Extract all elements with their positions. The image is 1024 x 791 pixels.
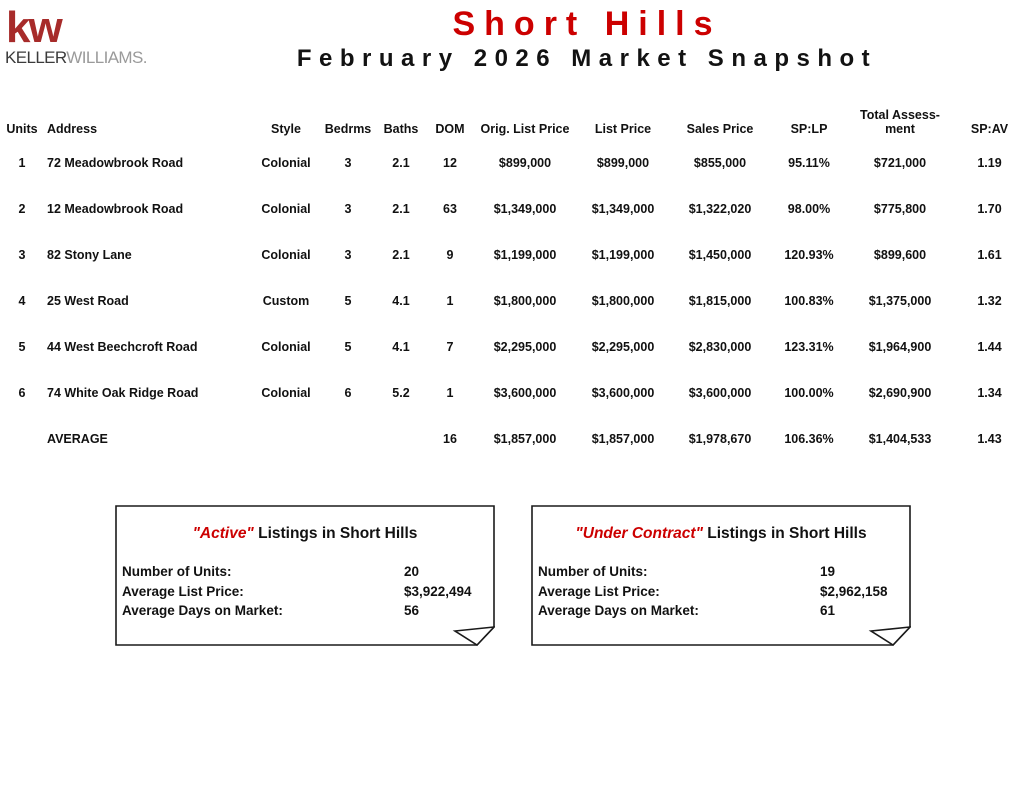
cell-orig-list-price: $3,600,000 [493,386,557,400]
cell-dom: 12 [443,156,457,170]
cell-dom: 7 [446,340,454,354]
cell-address: 44 West Beechcroft Road [47,340,198,354]
cell-style: Colonial [261,202,311,216]
summary-value: 56 [404,603,420,618]
list-item [538,562,904,582]
column-header-bedrms: Bedrms [324,122,372,136]
cell-total-assessment: $775,800 [873,202,927,216]
table-row [0,278,1024,324]
summary-label: Number of Units: [122,564,232,579]
summary-box-under-contract [531,505,911,646]
cell-baths: 2.1 [392,248,410,262]
cell-sp-lp: 106.36% [784,432,834,446]
column-header-dom: DOM [435,122,465,136]
cell-sp-lp: 100.00% [784,386,834,400]
cell-total-assessment: $1,404,533 [868,432,932,446]
column-header-total-assessment [848,92,952,140]
summary-value: $3,922,494 [404,583,472,599]
cell-units: 4 [18,294,26,308]
cell-bedrms [320,416,376,462]
cell-sales-price: $1,450,000 [688,248,752,262]
summary-box-under-contract-title-rest: Listings in Short Hills [702,525,867,542]
summary-box-active-status: "Active" [192,525,254,542]
list-item [122,562,488,582]
cell-orig-list-price: $2,295,000 [493,340,557,354]
cell-units: 6 [18,386,26,400]
cell-total-assessment: $721,000 [873,156,927,170]
cell-sp-av: 1.43 [977,432,1002,446]
table-row [0,140,1024,186]
summary-box-active [115,505,495,646]
cell-bedrms: 3 [344,202,352,216]
cell-list-price: $899,000 [596,156,650,170]
summary-box-active-content [115,505,495,646]
cell-list-price: $1,349,000 [591,202,655,216]
cell-address: 74 White Oak Ridge Road [47,386,199,400]
summary-box-under-contract-title [531,505,911,543]
cell-style: Colonial [261,248,311,262]
column-header-sp-av: SP:AV [970,122,1009,136]
cell-address: 12 Meadowbrook Road [47,202,184,216]
cell-sp-lp: 98.00% [787,202,831,216]
cell-style: Custom [262,294,310,308]
cell-list-price: $2,295,000 [591,340,655,354]
column-header-sales-price: Sales Price [686,122,754,136]
cell-baths: 2.1 [392,156,410,170]
cell-units [0,416,44,462]
summary-box-active-title-rest: Listings in Short Hills [253,525,418,542]
cell-orig-list-price: $1,349,000 [493,202,557,216]
cell-units: 5 [18,340,26,354]
cell-dom: 63 [443,202,457,216]
column-header-orig-list-price: Orig. List Price [480,122,570,136]
cell-sp-lp: 120.93% [784,248,834,262]
cell-baths [376,416,426,462]
cell-list-price: $3,600,000 [591,386,655,400]
column-header-address: Address [47,122,98,136]
cell-sp-av: 1.61 [977,248,1002,262]
cell-baths: 4.1 [392,340,410,354]
cell-address: 82 Stony Lane [47,248,132,262]
cell-orig-list-price: $1,199,000 [493,248,557,262]
cell-address: 25 West Road [47,294,129,308]
cell-style [252,416,320,462]
table-row [0,232,1024,278]
cell-address: 72 Meadowbrook Road [47,156,184,170]
cell-orig-list-price: $1,800,000 [493,294,557,308]
keller-williams-logo [4,3,147,68]
summary-label: Number of Units: [538,564,648,579]
summary-box-under-contract-status: "Under Contract" [575,525,703,542]
column-header-baths: Baths [383,122,419,136]
page-header [0,0,1024,78]
cell-list-price: $1,800,000 [591,294,655,308]
cell-sp-av: 1.19 [977,156,1002,170]
table-row-average [0,416,1024,462]
cell-list-price: $1,857,000 [591,432,655,446]
summary-value: 20 [404,564,420,579]
summary-box-under-contract-rows [538,562,904,621]
table-body [0,140,1024,462]
summary-label: Average List Price: [122,583,244,599]
cell-bedrms: 3 [344,248,352,262]
list-item [538,601,904,621]
summary-box-active-rows [122,562,488,621]
column-header-total-assessment-line1: Total Assess- [860,108,940,122]
cell-total-assessment: $1,375,000 [868,294,932,308]
cell-sp-av: 1.32 [977,294,1002,308]
cell-units: 3 [18,248,26,262]
cell-sales-price: $2,830,000 [688,340,752,354]
column-header-sp-lp: SP:LP [790,122,828,136]
cell-orig-list-price: $899,000 [498,156,552,170]
page-title: Short Hills [452,5,722,43]
page-subtitle: February 2026 Market Snapshot [296,45,878,72]
column-header-units: Units [6,122,38,136]
table-row [0,370,1024,416]
cell-address: AVERAGE [47,432,108,446]
list-item [122,582,488,602]
kw-monogram-icon: kw [6,3,61,52]
cell-sales-price: $1,322,020 [688,202,752,216]
cell-bedrms: 5 [344,294,352,308]
cell-total-assessment: $899,600 [873,248,927,262]
kw-wordmark-keller: KELLER [5,48,67,67]
title-block [150,0,1024,73]
cell-style: Colonial [261,340,311,354]
table-header-row [0,92,1024,140]
cell-dom: 16 [443,432,457,446]
cell-sp-lp: 95.11% [788,156,830,170]
cell-sp-av: 1.44 [977,340,1002,354]
cell-dom: 9 [446,248,454,262]
cell-dom: 1 [446,386,454,400]
cell-bedrms: 3 [344,156,352,170]
cell-bedrms: 6 [344,386,352,400]
kw-wordmark-williams: WILLIAMS. [66,48,147,67]
column-header-total-assessment-line2: ment [885,122,915,136]
cell-style: Colonial [261,156,311,170]
summary-box-under-contract-content [531,505,911,646]
cell-baths: 2.1 [392,202,410,216]
cell-sales-price: $3,600,000 [688,386,752,400]
summary-label: Average Days on Market: [122,603,283,618]
list-item [538,582,904,602]
cell-sales-price: $855,000 [693,156,747,170]
cell-list-price: $1,199,000 [591,248,655,262]
column-header-style: Style [271,122,301,136]
cell-baths: 5.2 [392,386,410,400]
table-row [0,324,1024,370]
cell-style: Colonial [261,386,311,400]
cell-baths: 4.1 [392,294,410,308]
summary-value: 61 [820,603,836,618]
table-header [0,92,1024,140]
list-item [122,601,488,621]
summary-box-active-title [115,505,495,543]
cell-sp-av: 1.70 [977,202,1002,216]
summary-value: 19 [820,564,836,579]
cell-total-assessment: $2,690,900 [868,386,932,400]
cell-bedrms: 5 [344,340,352,354]
cell-units: 2 [18,202,26,216]
summary-value: $2,962,158 [820,583,888,599]
summary-label: Average Days on Market: [538,603,699,618]
market-snapshot-table [0,92,1024,462]
cell-sp-av: 1.34 [977,386,1002,400]
cell-units: 1 [18,156,26,170]
kw-wordmark [4,48,147,67]
cell-sp-lp: 123.31% [784,340,834,354]
summary-label: Average List Price: [538,583,660,599]
cell-sp-lp: 100.83% [784,294,834,308]
cell-dom: 1 [446,294,454,308]
cell-sales-price: $1,815,000 [688,294,752,308]
cell-orig-list-price: $1,857,000 [493,432,557,446]
cell-total-assessment: $1,964,900 [868,340,932,354]
column-header-list-price: List Price [594,122,652,136]
cell-sales-price: $1,978,670 [688,432,752,446]
table-row [0,186,1024,232]
